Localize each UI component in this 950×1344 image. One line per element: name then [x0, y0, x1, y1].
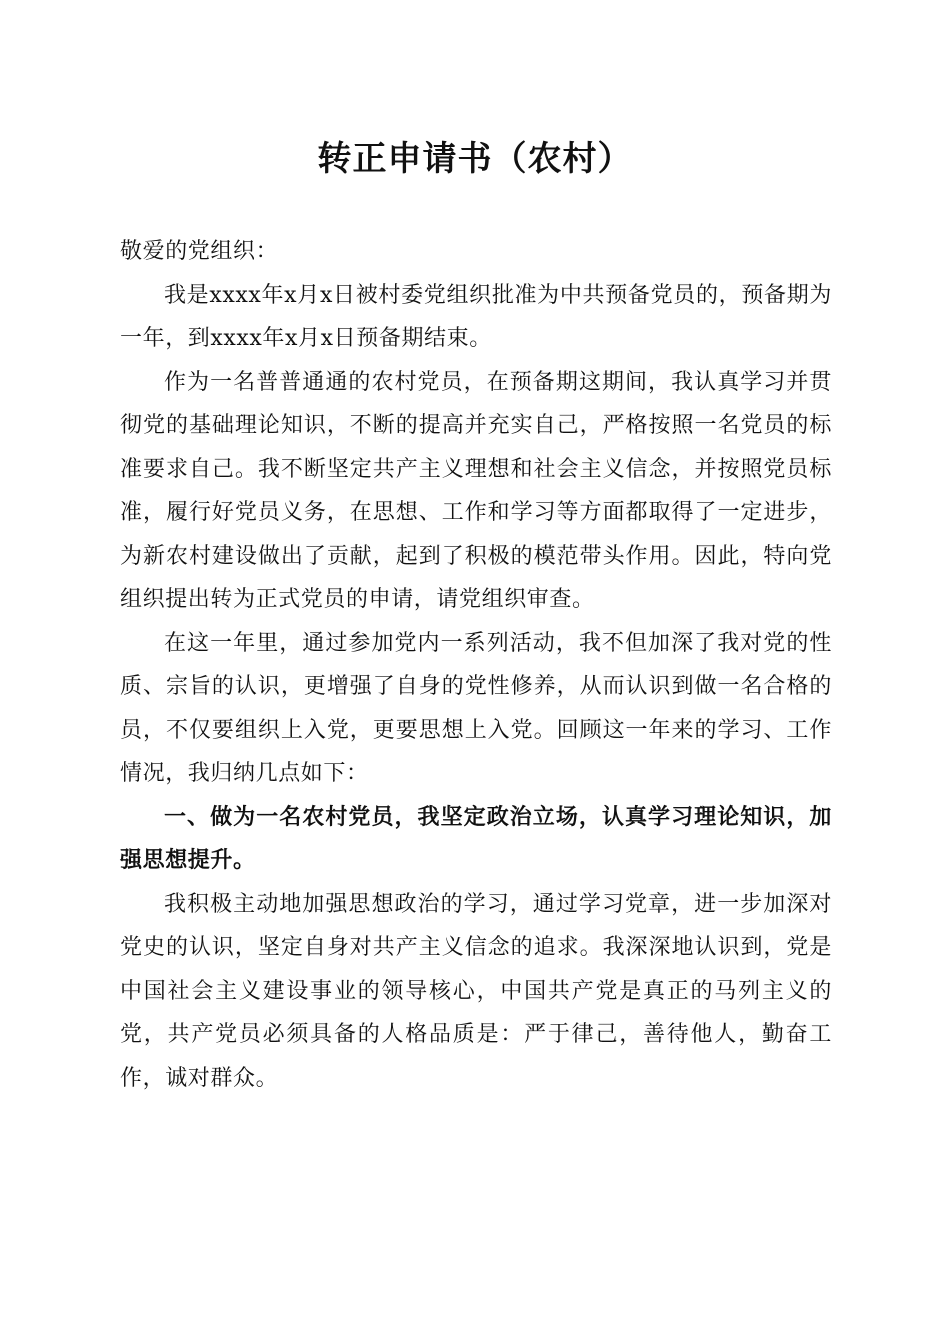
paragraph-membership-dates: 我是xxxx年x月x日被村委党组织批准为中共预备党员的，预备期为一年，到xxxx年x月x日预备期结束。	[120, 282, 832, 351]
section-heading-1: 一、做为一名农村党员，我坚定政治立场，认真学习理论知识，加强思想提升。	[120, 804, 832, 873]
paragraph-political-study: 我积极主动地加强思想政治的学习，通过学习党章，进一步加深对党史的认识，坚定自身对共产主义信念的追求。我深深地认识到，党是中国社会主义建设事业的领导核心，中国共产党是真正的马列主义的党，共产党员必须具备的人格品质是：严于律己，善待他人，勤奋工作，诚对群众。	[120, 891, 832, 1091]
document-title: 转正申请书（农村）	[317, 139, 633, 179]
paragraph-year-review: 在这一年里，通过参加党内一系列活动，我不但加深了我对党的性质、宗旨的认识，更增强了自身的党性修养，从而认识到做一名合格的员，不仅要组织上入党，更要思想上入党。回顾这一年来的学习、工作情况，我归纳几点如下：	[120, 630, 832, 786]
paragraph-probation-summary: 作为一名普普通通的农村党员，在预备期这期间，我认真学习并贯彻党的基础理论知识，不断的提高并充实自己，严格按照一名党员的标准要求自己。我不断坚定共产主义理想和社会主义信念，并按照党员标准，履行好党员义务，在思想、工作和学习等方面都取得了一定进步，为新农村建设做出了贡献，起到了积极的模范带头作用。因此，特向党组织提出转为正式党员的申请，请党组织审查。	[120, 369, 832, 612]
salutation: 敬爱的党组织：	[120, 239, 279, 264]
document-body	[120, 230, 832, 1100]
